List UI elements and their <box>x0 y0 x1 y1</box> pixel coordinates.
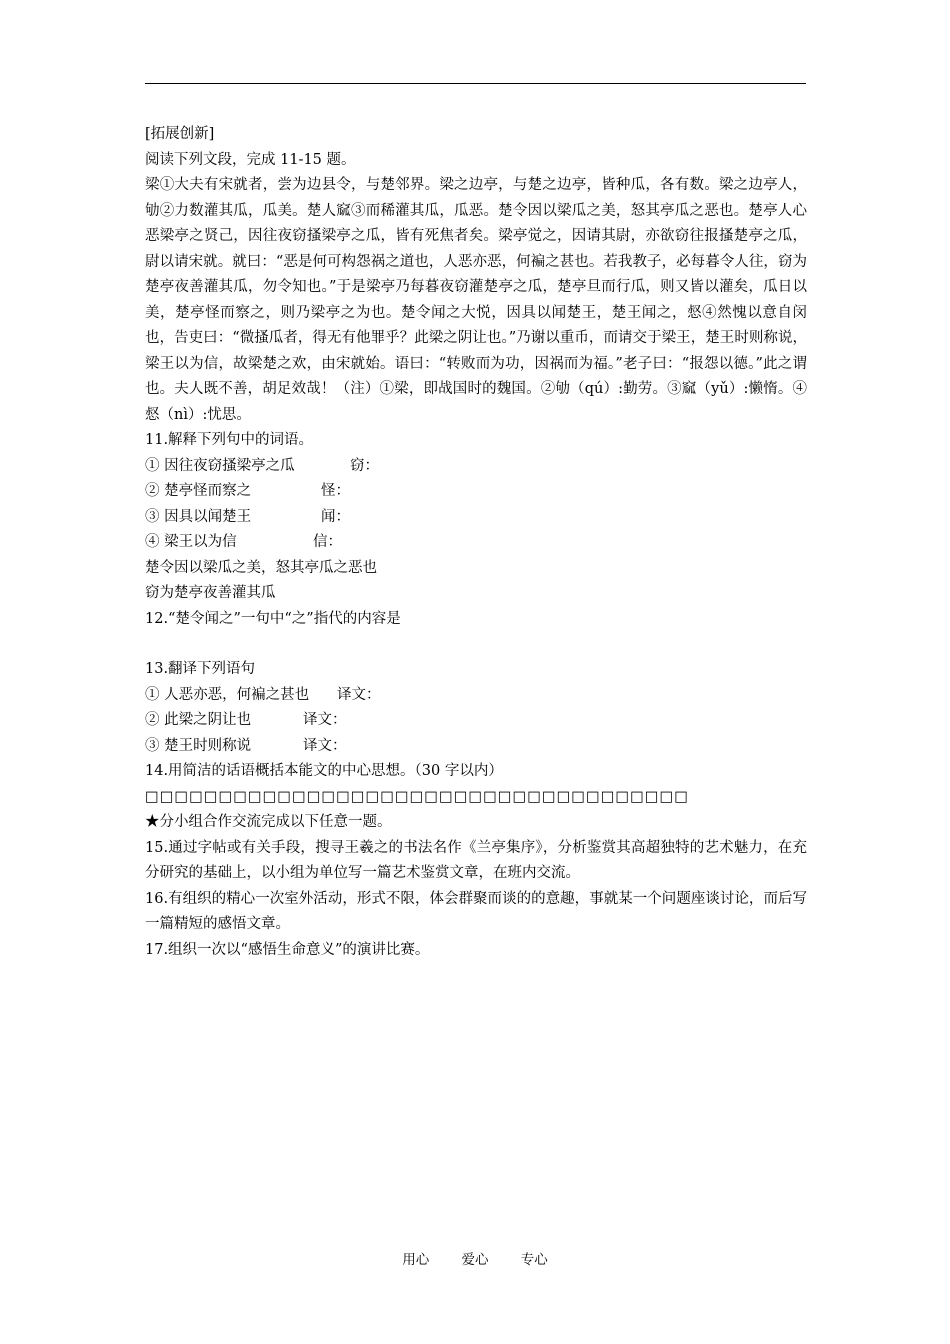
q13-label: 译文： <box>303 737 347 754</box>
q11-item <box>145 479 807 505</box>
q13-item <box>145 734 807 760</box>
q13-label: 译文： <box>303 712 347 728</box>
q11-word: 窃： <box>350 457 379 474</box>
q11-word: 怪： <box>321 483 350 499</box>
page-footer <box>0 1248 950 1268</box>
answer-boxes: □□□□□□□□□□□□□□□□□□□□□□□□□□□□□□□□□□□□□ <box>145 788 689 805</box>
q11-extra: 楚令因以梁瓜之美，怒其亭瓜之恶也 <box>145 559 377 576</box>
q11-sentence: ② 楚亭怪而察之 <box>145 483 252 499</box>
q11-extra: 窃为楚亭夜善灌其瓜 <box>145 585 276 601</box>
passage: 梁①大夫有宋就者，尝为边县令，与楚邻界。梁之边亭，与楚之边亭，皆种瓜，各有数。梁之边亭人，劬②力数灌其瓜，瓜美。楚人窳③而稀灌其瓜，瓜恶。楚令因以梁瓜之美，怒其亭瓜之恶也。楚亭人心恶梁亭之贤己，因往夜窃搔梁亭之瓜，皆有死焦者矣。梁亭觉之，因请其尉，亦欲窃往报搔楚亭之瓜，尉以请宋就。就曰：“恶是何可构怨祸之道也，人恶亦恶，何褊之甚也。若我教子，必每暮令人往，窃为楚亭夜善灌其瓜，勿令知也。”于是梁亭乃每暮夜窃灌楚亭之瓜，楚亭旦而行瓜，则又皆以灌矣，瓜日以美，楚亭怪而察之，则乃梁亭之为也。楚令闻之大悦，因具以闻楚王，楚王闻之，惄④然愧以意自闵也，告吏曰：“微搔瓜者，得无有他罪乎？此梁之阴让也。”乃谢以重币，而请交于梁王，楚王时则称说，梁王以为信，故梁楚之欢，由宋就始。语曰：“转败而为功，因祸而为福。”老子曰：“报怨以德。”此之谓也。夫人既不善，胡足效哉！（注）①梁，即战国时的魏国。②劬（qú）:勤劳。③窳（yǔ）:懒惰。④惄（nì）:忧思。 <box>145 177 807 423</box>
q13-item <box>145 708 807 734</box>
instruction: 阅读下列文段，完成 11-15 题。 <box>145 151 356 168</box>
q13-sentence: ① 人恶亦恶，何褊之甚也 <box>145 686 310 703</box>
q11-item <box>145 505 807 531</box>
q13-sentence: ③ 楚王时则称说 <box>145 737 252 754</box>
q12: 12.“楚令闻之”一句中“之”指代的内容是 <box>145 610 401 627</box>
group-task: ★分小组合作交流完成以下任意一题。 <box>145 814 392 830</box>
header-rule <box>145 83 806 84</box>
page-content <box>145 122 807 963</box>
section-heading: [拓展创新] <box>145 126 215 142</box>
q13-title: 13.翻译下列语句 <box>145 661 256 677</box>
q11-sentence: ③ 因具以闻楚王 <box>145 508 252 525</box>
footer-word: 用心 <box>402 1252 430 1268</box>
q11-sentence: ① 因往夜窃搔梁亭之瓜 <box>145 457 295 474</box>
q15: 15.通过字帖或有关手段，搜寻王羲之的书法名作《兰亭集序》，分析鉴赏其高超独特的艺术魅力，在充分研究的基础上，以小组为单位写一篇艺术鉴赏文章，在班内交流。 <box>145 839 807 881</box>
footer-word: 爱心 <box>461 1252 489 1268</box>
answer-gap <box>145 632 807 657</box>
q11-word: 闻： <box>321 508 350 525</box>
q11-item <box>145 454 807 480</box>
q16: 16.有组织的精心一次室外活动，形式不限，体会群聚而谈的的意趣，事就某一个问题座谈讨论，而后写一篇精短的感悟文章。 <box>145 890 807 932</box>
q13-item <box>145 683 807 709</box>
q14: 14.用简洁的话语概括本能文的中心思想。（30 字以内） <box>145 763 503 779</box>
q11-item <box>145 530 807 556</box>
q11-title: 11.解释下列句中的词语。 <box>145 432 314 448</box>
q13-sentence: ② 此梁之阴让也 <box>145 712 252 728</box>
footer-word: 专心 <box>520 1252 548 1268</box>
q11-sentence: ④ 梁王以为信 <box>145 534 237 550</box>
q13-label: 译文： <box>337 686 381 703</box>
q17: 17.组织一次以“感悟生命意义”的演讲比赛。 <box>145 941 430 958</box>
q11-word: 信： <box>313 534 342 550</box>
